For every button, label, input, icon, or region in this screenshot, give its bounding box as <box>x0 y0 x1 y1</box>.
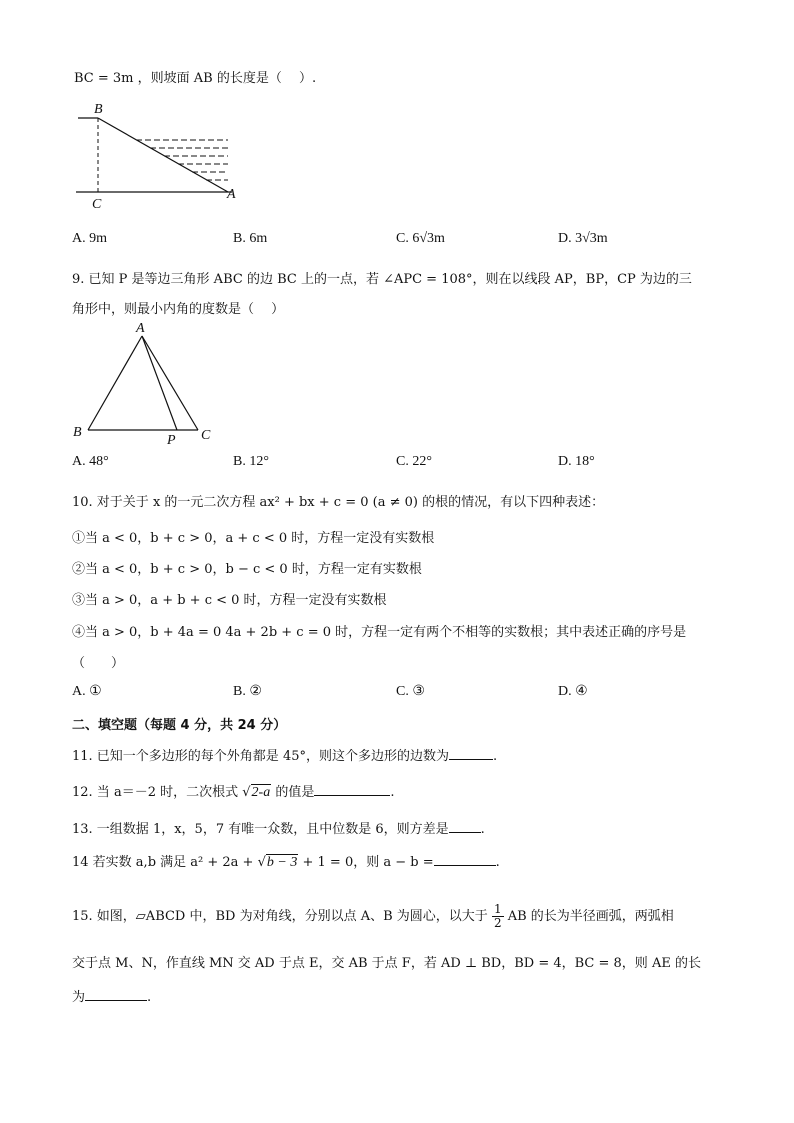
q13-answer-blank[interactable] <box>449 820 481 833</box>
q15-fraction <box>492 903 504 930</box>
q9-option-a[interactable]: A. 48° <box>72 454 109 469</box>
q10-statement-3: ③当 a > 0，a + b + c < 0 时，方程一定没有实数根 <box>72 593 387 608</box>
q14 <box>72 851 500 871</box>
q8-label-a: A <box>227 187 236 202</box>
q10-statement-4: ④当 a > 0，b + 4a = 0 4a + 2b + c = 0 时，方程一定有两个不相等的实数根；其中表述正确的序号是 <box>72 625 687 640</box>
q12-post: 的值是 <box>275 785 315 800</box>
q10-option-d[interactable]: D. ④ <box>558 684 588 699</box>
q12-end: . <box>390 785 395 800</box>
q13 <box>72 818 485 837</box>
q15-end: . <box>147 990 152 1005</box>
q10-option-a[interactable]: A. ① <box>72 684 102 699</box>
q10-option-c[interactable]: C. ③ <box>396 684 425 699</box>
q14-pre: 14 若实数 a,b 满足 a² + 2a + <box>72 855 254 870</box>
q12-radicand: 2-a <box>251 785 271 800</box>
q9-side-ac <box>142 336 198 430</box>
q14-end: . <box>495 855 500 870</box>
q9-line1: 9. 已知 P 是等边三角形 ABC 的边 BC 上的一点，若 ∠APC = 108°，则在以线段 AP，BP，CP 为边的三 <box>72 272 692 287</box>
q10-statement-2: ②当 a < 0，b + c > 0，b − c < 0 时，方程一定有实数根 <box>72 562 422 577</box>
q15-line3-text: 为 <box>72 990 86 1005</box>
q8-stem: BC = 3m ，则坡面 AB 的长度是（ ）. <box>74 71 317 86</box>
q13-end: . <box>480 822 485 837</box>
q9-label-a: A <box>136 321 145 336</box>
q12-radical: √2-a <box>242 785 271 800</box>
section-title-fill-in: 二、填空题（每题 4 分，共 24 分） <box>72 718 287 733</box>
q15-line2: 交于点 M、N，作直线 MN 交 AD 于点 E，交 AB 于点 F，若 AD ⊥ BD，BD = 4，BC = 8，则 AE 的长 <box>72 956 701 971</box>
q8-label-b: B <box>94 102 103 117</box>
q10-stem: 10. 对于关于 x 的一元二次方程 ax² + bx + c = 0 (a ≠ 0) 的根的情况，有以下四种表述： <box>72 495 605 510</box>
q14-radicand: b − 3 <box>266 855 298 870</box>
q14-post: + 1 = 0，则 a − b = <box>302 855 434 870</box>
q9-option-d[interactable]: D. 18° <box>558 454 595 469</box>
q15-frac-denominator: 2 <box>493 916 502 930</box>
q10-statement-1: ①当 a < 0，b + c > 0，a + c < 0 时，方程一定没有实数根 <box>72 531 435 546</box>
q13-text: 13. 一组数据 1，x，5，7 有唯一众数，且中位数是 6，则方差是 <box>72 822 449 837</box>
q15-line1 <box>72 903 674 930</box>
q9-option-c[interactable]: C. 22° <box>396 454 432 469</box>
q15-pre: 15. 如图，▱ABCD 中，BD 为对角线，分别以点 A、B 为圆心，以大于 <box>72 909 488 924</box>
q8-slope-ab <box>98 118 228 192</box>
q9-segment-ap <box>142 336 177 430</box>
q9-label-p: P <box>167 433 176 448</box>
q11 <box>72 745 497 764</box>
q15-post: AB 的长为半径画弧，两弧相 <box>507 909 674 924</box>
q9-label-b: B <box>73 425 82 440</box>
q12-answer-blank[interactable] <box>314 783 390 796</box>
q15-answer-blank[interactable] <box>85 988 147 1001</box>
q9-label-c: C <box>201 428 211 443</box>
q8-option-c[interactable]: C. 6√3m <box>396 231 445 246</box>
q10-answer-paren: （ ） <box>72 656 125 671</box>
q12-pre: 12. 当 a＝－2 时，二次根式 <box>72 785 239 800</box>
q8-label-c: C <box>92 197 102 212</box>
q8-figure <box>70 98 250 213</box>
q8-option-d[interactable]: D. 3√3m <box>558 231 608 246</box>
q15-frac-numerator: 1 <box>493 902 502 916</box>
q9-side-ab <box>88 336 142 430</box>
q14-radical: √b − 3 <box>257 855 298 870</box>
q9-option-b[interactable]: B. 12° <box>233 454 269 469</box>
q8-option-b[interactable]: B. 6m <box>233 231 268 246</box>
q11-text: 11. 已知一个多边形的每个外角都是 45°，则这个多边形的边数为 <box>72 749 449 764</box>
q15-line3 <box>72 986 151 1005</box>
q12 <box>72 781 395 801</box>
q11-end: . <box>492 749 498 764</box>
q10-option-b[interactable]: B. ② <box>233 684 262 699</box>
q14-answer-blank[interactable] <box>434 853 496 866</box>
q9-line2: 角形中，则最小内角的度数是（ ） <box>72 302 285 317</box>
q9-figure <box>70 318 230 448</box>
q11-answer-blank[interactable] <box>449 747 493 760</box>
q8-option-a[interactable]: A. 9m <box>72 231 107 246</box>
